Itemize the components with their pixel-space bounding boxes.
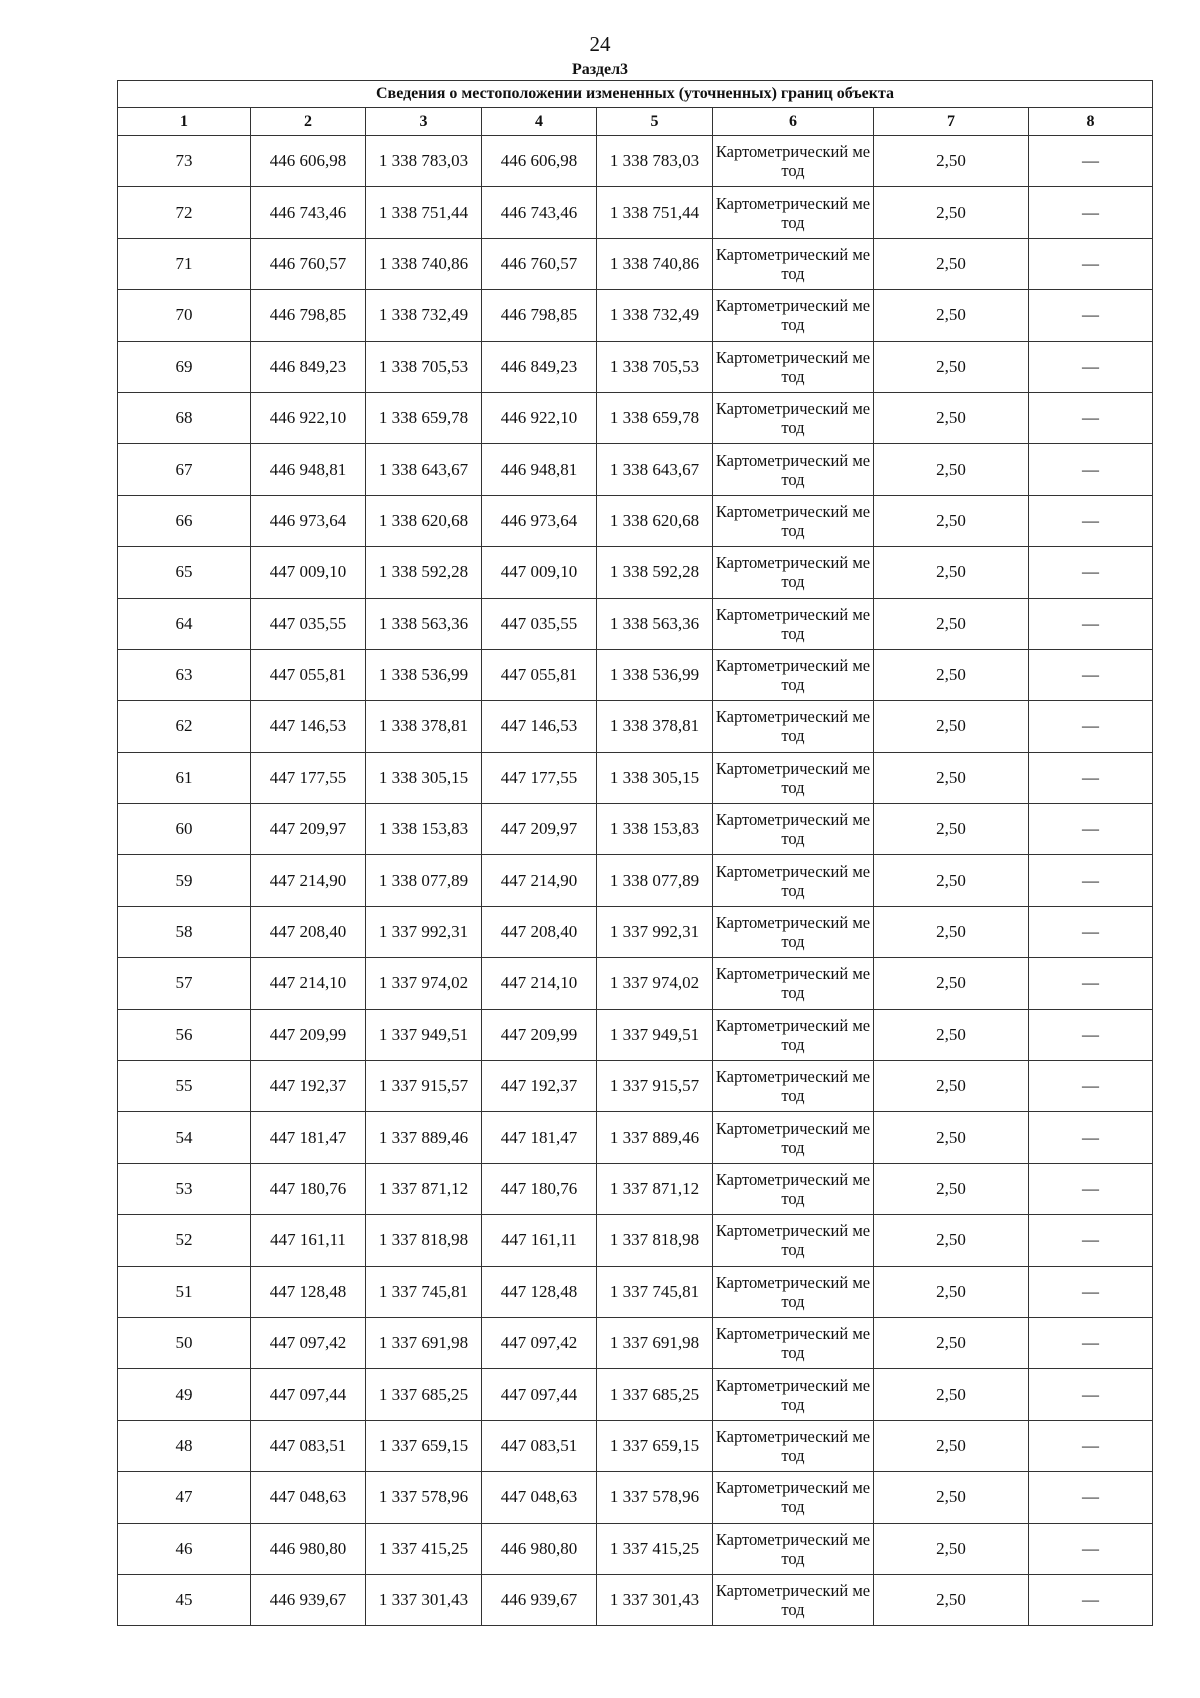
table-row: [118, 495, 1153, 546]
x-refined-cell: 447 209,99: [482, 1009, 597, 1060]
x-existing-cell: 446 743,46: [251, 187, 366, 238]
point-number-cell: 49: [118, 1369, 251, 1420]
column-number: 3: [366, 108, 482, 136]
description-cell: —: [1029, 547, 1153, 598]
y-existing-cell: 1 337 992,31: [366, 906, 482, 957]
method-cell: Картометрический метод: [713, 958, 874, 1009]
y-existing-cell: 1 338 563,36: [366, 598, 482, 649]
point-number-cell: 67: [118, 444, 251, 495]
x-existing-cell: 447 208,40: [251, 906, 366, 957]
y-refined-cell: 1 338 751,44: [597, 187, 713, 238]
y-existing-cell: 1 337 974,02: [366, 958, 482, 1009]
x-refined-cell: 446 973,64: [482, 495, 597, 546]
description-cell: —: [1029, 804, 1153, 855]
y-refined-cell: 1 337 659,15: [597, 1420, 713, 1471]
description-cell: —: [1029, 906, 1153, 957]
x-refined-cell: 447 048,63: [482, 1472, 597, 1523]
y-refined-cell: 1 338 536,99: [597, 649, 713, 700]
point-number-cell: 63: [118, 649, 251, 700]
y-refined-cell: 1 337 691,98: [597, 1317, 713, 1368]
method-cell: Картометрический метод: [713, 136, 874, 187]
x-existing-cell: 447 097,44: [251, 1369, 366, 1420]
y-existing-cell: 1 337 871,12: [366, 1163, 482, 1214]
method-cell: Картометрический метод: [713, 804, 874, 855]
y-refined-cell: 1 338 378,81: [597, 701, 713, 752]
point-number-cell: 69: [118, 341, 251, 392]
y-refined-cell: 1 338 153,83: [597, 804, 713, 855]
method-cell: Картометрический метод: [713, 1574, 874, 1625]
description-cell: —: [1029, 1266, 1153, 1317]
x-refined-cell: 447 146,53: [482, 701, 597, 752]
x-existing-cell: 447 214,90: [251, 855, 366, 906]
boundary-coordinates-table: [117, 80, 1153, 1626]
y-existing-cell: 1 338 751,44: [366, 187, 482, 238]
accuracy-cell: 2,50: [874, 649, 1029, 700]
accuracy-cell: 2,50: [874, 701, 1029, 752]
x-existing-cell: 446 606,98: [251, 136, 366, 187]
y-refined-cell: 1 338 740,86: [597, 238, 713, 289]
y-existing-cell: 1 338 643,67: [366, 444, 482, 495]
y-existing-cell: 1 338 077,89: [366, 855, 482, 906]
y-refined-cell: 1 337 818,98: [597, 1215, 713, 1266]
x-existing-cell: 446 798,85: [251, 290, 366, 341]
x-existing-cell: 446 760,57: [251, 238, 366, 289]
x-refined-cell: 447 192,37: [482, 1061, 597, 1112]
column-number: 6: [713, 108, 874, 136]
column-number: 8: [1029, 108, 1153, 136]
table-row: [118, 1317, 1153, 1368]
y-refined-cell: 1 338 659,78: [597, 392, 713, 443]
accuracy-cell: 2,50: [874, 1215, 1029, 1266]
x-refined-cell: 447 083,51: [482, 1420, 597, 1471]
accuracy-cell: 2,50: [874, 444, 1029, 495]
accuracy-cell: 2,50: [874, 804, 1029, 855]
x-existing-cell: 447 083,51: [251, 1420, 366, 1471]
x-existing-cell: 447 055,81: [251, 649, 366, 700]
method-cell: Картометрический метод: [713, 495, 874, 546]
accuracy-cell: 2,50: [874, 752, 1029, 803]
y-refined-cell: 1 337 871,12: [597, 1163, 713, 1214]
x-refined-cell: 447 181,47: [482, 1112, 597, 1163]
description-cell: —: [1029, 1163, 1153, 1214]
x-existing-cell: 446 939,67: [251, 1574, 366, 1625]
y-refined-cell: 1 338 620,68: [597, 495, 713, 546]
method-cell: Картометрический метод: [713, 1163, 874, 1214]
y-existing-cell: 1 338 153,83: [366, 804, 482, 855]
x-existing-cell: 447 146,53: [251, 701, 366, 752]
y-refined-cell: 1 337 301,43: [597, 1574, 713, 1625]
point-number-cell: 65: [118, 547, 251, 598]
x-refined-cell: 446 980,80: [482, 1523, 597, 1574]
accuracy-cell: 2,50: [874, 1369, 1029, 1420]
method-cell: Картометрический метод: [713, 547, 874, 598]
column-number: 7: [874, 108, 1029, 136]
description-cell: —: [1029, 598, 1153, 649]
x-refined-cell: 446 849,23: [482, 341, 597, 392]
method-cell: Картометрический метод: [713, 392, 874, 443]
method-cell: Картометрический метод: [713, 752, 874, 803]
table-row: [118, 701, 1153, 752]
y-refined-cell: 1 338 783,03: [597, 136, 713, 187]
table-row: [118, 1523, 1153, 1574]
method-cell: Картометрический метод: [713, 341, 874, 392]
x-refined-cell: 447 161,11: [482, 1215, 597, 1266]
section-title: Раздел3: [571, 61, 629, 78]
y-existing-cell: 1 337 745,81: [366, 1266, 482, 1317]
accuracy-cell: 2,50: [874, 136, 1029, 187]
table-row: [118, 1009, 1153, 1060]
description-cell: —: [1029, 701, 1153, 752]
y-existing-cell: 1 338 659,78: [366, 392, 482, 443]
y-refined-cell: 1 338 563,36: [597, 598, 713, 649]
table-row: [118, 444, 1153, 495]
description-cell: —: [1029, 495, 1153, 546]
table-row: [118, 598, 1153, 649]
table-row: [118, 1061, 1153, 1112]
description-cell: —: [1029, 1523, 1153, 1574]
point-number-cell: 57: [118, 958, 251, 1009]
x-existing-cell: 447 214,10: [251, 958, 366, 1009]
accuracy-cell: 2,50: [874, 855, 1029, 906]
table-row: [118, 1369, 1153, 1420]
y-existing-cell: 1 337 301,43: [366, 1574, 482, 1625]
table-row: [118, 958, 1153, 1009]
x-refined-cell: 447 097,42: [482, 1317, 597, 1368]
point-number-cell: 53: [118, 1163, 251, 1214]
table-row: [118, 187, 1153, 238]
y-refined-cell: 1 337 415,25: [597, 1523, 713, 1574]
description-cell: —: [1029, 290, 1153, 341]
table-row: [118, 392, 1153, 443]
description-cell: —: [1029, 1472, 1153, 1523]
y-refined-cell: 1 337 578,96: [597, 1472, 713, 1523]
y-existing-cell: 1 337 691,98: [366, 1317, 482, 1368]
method-cell: Картометрический метод: [713, 1215, 874, 1266]
table-row: [118, 290, 1153, 341]
method-cell: Картометрический метод: [713, 1009, 874, 1060]
table-row: [118, 804, 1153, 855]
description-cell: —: [1029, 1574, 1153, 1625]
method-cell: Картометрический метод: [713, 1266, 874, 1317]
y-existing-cell: 1 337 659,15: [366, 1420, 482, 1471]
x-existing-cell: 446 849,23: [251, 341, 366, 392]
description-cell: —: [1029, 187, 1153, 238]
accuracy-cell: 2,50: [874, 1574, 1029, 1625]
y-refined-cell: 1 337 745,81: [597, 1266, 713, 1317]
x-refined-cell: 447 097,44: [482, 1369, 597, 1420]
accuracy-cell: 2,50: [874, 1317, 1029, 1368]
table-row: [118, 906, 1153, 957]
table-row: [118, 341, 1153, 392]
description-cell: —: [1029, 392, 1153, 443]
accuracy-cell: 2,50: [874, 1163, 1029, 1214]
y-existing-cell: 1 337 685,25: [366, 1369, 482, 1420]
method-cell: Картометрический метод: [713, 1369, 874, 1420]
table-row: [118, 1112, 1153, 1163]
x-refined-cell: 447 209,97: [482, 804, 597, 855]
x-refined-cell: 447 180,76: [482, 1163, 597, 1214]
table-row: [118, 752, 1153, 803]
column-number: 4: [482, 108, 597, 136]
accuracy-cell: 2,50: [874, 1112, 1029, 1163]
y-refined-cell: 1 338 732,49: [597, 290, 713, 341]
x-existing-cell: 446 973,64: [251, 495, 366, 546]
accuracy-cell: 2,50: [874, 1472, 1029, 1523]
y-existing-cell: 1 338 536,99: [366, 649, 482, 700]
accuracy-cell: 2,50: [874, 547, 1029, 598]
point-number-cell: 71: [118, 238, 251, 289]
x-existing-cell: 447 209,97: [251, 804, 366, 855]
y-existing-cell: 1 337 915,57: [366, 1061, 482, 1112]
y-existing-cell: 1 338 740,86: [366, 238, 482, 289]
x-refined-cell: 446 939,67: [482, 1574, 597, 1625]
y-refined-cell: 1 337 915,57: [597, 1061, 713, 1112]
description-cell: —: [1029, 1009, 1153, 1060]
point-number-cell: 47: [118, 1472, 251, 1523]
x-existing-cell: 446 980,80: [251, 1523, 366, 1574]
method-cell: Картометрический метод: [713, 187, 874, 238]
method-cell: Картометрический метод: [713, 906, 874, 957]
y-refined-cell: 1 338 592,28: [597, 547, 713, 598]
description-cell: —: [1029, 136, 1153, 187]
point-number-cell: 58: [118, 906, 251, 957]
point-number-cell: 52: [118, 1215, 251, 1266]
column-number: 1: [118, 108, 251, 136]
accuracy-cell: 2,50: [874, 187, 1029, 238]
y-existing-cell: 1 337 578,96: [366, 1472, 482, 1523]
y-existing-cell: 1 338 305,15: [366, 752, 482, 803]
method-cell: Картометрический метод: [713, 598, 874, 649]
y-refined-cell: 1 337 889,46: [597, 1112, 713, 1163]
x-refined-cell: 446 606,98: [482, 136, 597, 187]
x-refined-cell: 446 948,81: [482, 444, 597, 495]
accuracy-cell: 2,50: [874, 290, 1029, 341]
point-number-cell: 59: [118, 855, 251, 906]
x-existing-cell: 447 048,63: [251, 1472, 366, 1523]
accuracy-cell: 2,50: [874, 1420, 1029, 1471]
point-number-cell: 51: [118, 1266, 251, 1317]
table-row: [118, 547, 1153, 598]
point-number-cell: 64: [118, 598, 251, 649]
x-existing-cell: 447 128,48: [251, 1266, 366, 1317]
description-cell: —: [1029, 444, 1153, 495]
page-number: 24: [589, 32, 611, 56]
x-refined-cell: 446 798,85: [482, 290, 597, 341]
description-cell: —: [1029, 1317, 1153, 1368]
description-cell: —: [1029, 1420, 1153, 1471]
y-existing-cell: 1 337 415,25: [366, 1523, 482, 1574]
y-existing-cell: 1 338 620,68: [366, 495, 482, 546]
point-number-cell: 55: [118, 1061, 251, 1112]
x-existing-cell: 447 177,55: [251, 752, 366, 803]
method-cell: Картометрический метод: [713, 1420, 874, 1471]
y-refined-cell: 1 337 949,51: [597, 1009, 713, 1060]
x-existing-cell: 447 192,37: [251, 1061, 366, 1112]
x-existing-cell: 446 922,10: [251, 392, 366, 443]
method-cell: Картометрический метод: [713, 290, 874, 341]
x-existing-cell: 447 181,47: [251, 1112, 366, 1163]
point-number-cell: 68: [118, 392, 251, 443]
accuracy-cell: 2,50: [874, 495, 1029, 546]
method-cell: Картометрический метод: [713, 1061, 874, 1112]
x-refined-cell: 446 922,10: [482, 392, 597, 443]
table-row: [118, 136, 1153, 187]
x-existing-cell: 447 009,10: [251, 547, 366, 598]
x-refined-cell: 447 214,90: [482, 855, 597, 906]
x-refined-cell: 447 055,81: [482, 649, 597, 700]
y-refined-cell: 1 338 077,89: [597, 855, 713, 906]
y-refined-cell: 1 338 643,67: [597, 444, 713, 495]
table-caption: Сведения о местоположении измененных (уточненных) границ объекта: [118, 81, 1153, 108]
method-cell: Картометрический метод: [713, 1112, 874, 1163]
table-row: [118, 1215, 1153, 1266]
description-cell: —: [1029, 1061, 1153, 1112]
y-existing-cell: 1 338 378,81: [366, 701, 482, 752]
method-cell: Картометрический метод: [713, 649, 874, 700]
accuracy-cell: 2,50: [874, 1266, 1029, 1317]
y-existing-cell: 1 337 889,46: [366, 1112, 482, 1163]
method-cell: Картометрический метод: [713, 444, 874, 495]
x-refined-cell: 447 177,55: [482, 752, 597, 803]
point-number-cell: 50: [118, 1317, 251, 1368]
accuracy-cell: 2,50: [874, 341, 1029, 392]
y-refined-cell: 1 337 974,02: [597, 958, 713, 1009]
accuracy-cell: 2,50: [874, 906, 1029, 957]
y-existing-cell: 1 337 949,51: [366, 1009, 482, 1060]
table-row: [118, 238, 1153, 289]
point-number-cell: 72: [118, 187, 251, 238]
column-number: 2: [251, 108, 366, 136]
x-existing-cell: 447 035,55: [251, 598, 366, 649]
y-refined-cell: 1 338 305,15: [597, 752, 713, 803]
method-cell: Картометрический метод: [713, 855, 874, 906]
method-cell: Картометрический метод: [713, 701, 874, 752]
y-existing-cell: 1 338 705,53: [366, 341, 482, 392]
accuracy-cell: 2,50: [874, 392, 1029, 443]
point-number-cell: 45: [118, 1574, 251, 1625]
accuracy-cell: 2,50: [874, 1061, 1029, 1112]
point-number-cell: 60: [118, 804, 251, 855]
x-refined-cell: 446 743,46: [482, 187, 597, 238]
column-number-row: [118, 108, 1153, 136]
point-number-cell: 62: [118, 701, 251, 752]
x-existing-cell: 446 948,81: [251, 444, 366, 495]
point-number-cell: 73: [118, 136, 251, 187]
description-cell: —: [1029, 958, 1153, 1009]
x-refined-cell: 446 760,57: [482, 238, 597, 289]
x-refined-cell: 447 128,48: [482, 1266, 597, 1317]
y-existing-cell: 1 338 732,49: [366, 290, 482, 341]
method-cell: Картометрический метод: [713, 1317, 874, 1368]
description-cell: —: [1029, 752, 1153, 803]
table-row: [118, 1574, 1153, 1625]
y-refined-cell: 1 338 705,53: [597, 341, 713, 392]
x-refined-cell: 447 009,10: [482, 547, 597, 598]
x-existing-cell: 447 161,11: [251, 1215, 366, 1266]
description-cell: —: [1029, 341, 1153, 392]
description-cell: —: [1029, 649, 1153, 700]
point-number-cell: 48: [118, 1420, 251, 1471]
accuracy-cell: 2,50: [874, 598, 1029, 649]
point-number-cell: 56: [118, 1009, 251, 1060]
description-cell: —: [1029, 238, 1153, 289]
x-existing-cell: 447 209,99: [251, 1009, 366, 1060]
x-existing-cell: 447 180,76: [251, 1163, 366, 1214]
accuracy-cell: 2,50: [874, 1523, 1029, 1574]
accuracy-cell: 2,50: [874, 958, 1029, 1009]
y-existing-cell: 1 337 818,98: [366, 1215, 482, 1266]
description-cell: —: [1029, 855, 1153, 906]
x-refined-cell: 447 208,40: [482, 906, 597, 957]
table-row: [118, 1420, 1153, 1471]
y-existing-cell: 1 338 592,28: [366, 547, 482, 598]
table-row: [118, 1266, 1153, 1317]
table-body: [118, 136, 1153, 1626]
table-row: [118, 649, 1153, 700]
table-row: [118, 1163, 1153, 1214]
y-refined-cell: 1 337 992,31: [597, 906, 713, 957]
method-cell: Картометрический метод: [713, 1472, 874, 1523]
y-refined-cell: 1 337 685,25: [597, 1369, 713, 1420]
point-number-cell: 46: [118, 1523, 251, 1574]
point-number-cell: 61: [118, 752, 251, 803]
x-refined-cell: 447 035,55: [482, 598, 597, 649]
method-cell: Картометрический метод: [713, 1523, 874, 1574]
description-cell: —: [1029, 1215, 1153, 1266]
table-row: [118, 855, 1153, 906]
x-refined-cell: 447 214,10: [482, 958, 597, 1009]
method-cell: Картометрический метод: [713, 238, 874, 289]
table-row: [118, 1472, 1153, 1523]
y-existing-cell: 1 338 783,03: [366, 136, 482, 187]
accuracy-cell: 2,50: [874, 238, 1029, 289]
accuracy-cell: 2,50: [874, 1009, 1029, 1060]
point-number-cell: 66: [118, 495, 251, 546]
x-existing-cell: 447 097,42: [251, 1317, 366, 1368]
description-cell: —: [1029, 1112, 1153, 1163]
description-cell: —: [1029, 1369, 1153, 1420]
point-number-cell: 54: [118, 1112, 251, 1163]
point-number-cell: 70: [118, 290, 251, 341]
column-number: 5: [597, 108, 713, 136]
